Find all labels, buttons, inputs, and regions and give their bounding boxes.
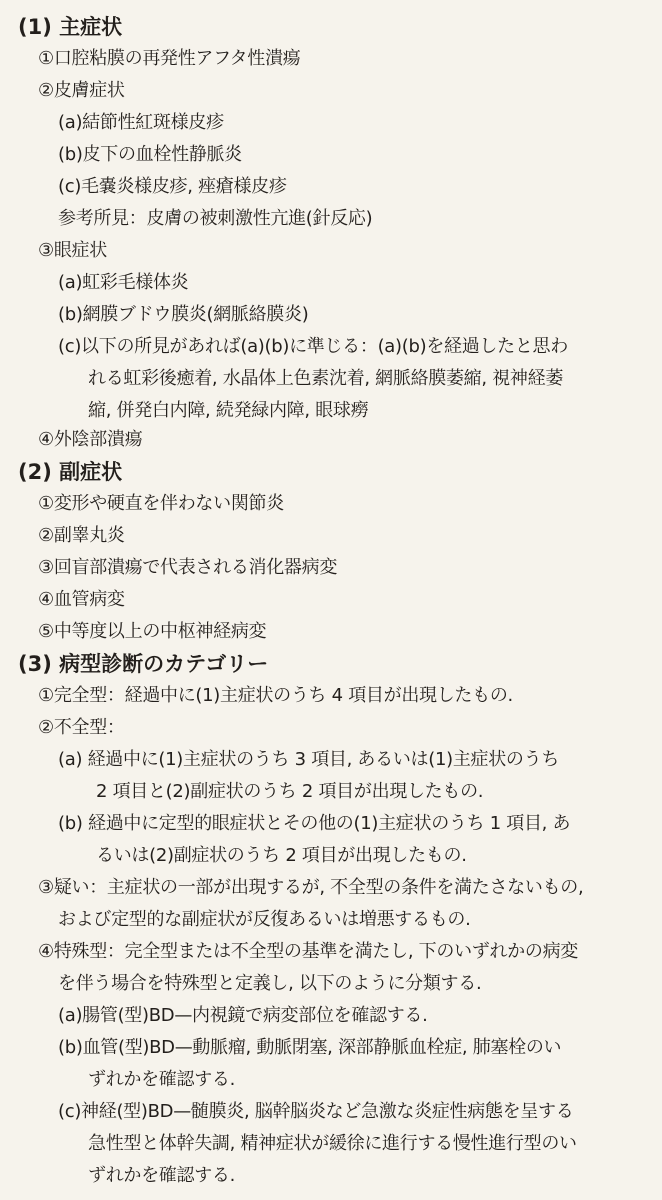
list-item: ④特殊型：完全型または不全型の基準を満たし, 下のいずれかの病変	[38, 941, 578, 962]
list-item: ⑤中等度以上の中枢神経病変	[38, 621, 267, 642]
sub-list-item: (b) 経過中に定型的眼症状とその他の(1)主症状のうち 1 項目, あ	[58, 813, 571, 834]
list-item: ④外陰部潰瘍	[38, 429, 143, 450]
sub-list-item: (c)以下の所見があれば(a)(b)に準じる：(a)(b)を経過したと思わ	[58, 336, 568, 357]
section-heading-disease-type-categories: (3) 病型診断のカテゴリー	[18, 652, 269, 676]
section-heading-minor-symptoms: (2) 副症状	[18, 460, 123, 484]
sub-list-item: (b)皮下の血栓性静脈炎	[58, 144, 242, 165]
sub-list-item-continuation: れる虹彩後癒着, 水晶体上色素沈着, 網脈絡膜萎縮, 視神経萎	[88, 368, 564, 389]
list-item: ③疑い：主症状の一部が出現するが, 不全型の条件を満たさないもの,	[38, 877, 584, 898]
list-item: ②副睾丸炎	[38, 525, 125, 546]
list-item: ④血管病変	[38, 589, 125, 610]
sub-list-item: (c)毛嚢炎様皮疹, 痤瘡様皮疹	[58, 176, 287, 197]
list-item: ②不全型：	[38, 717, 125, 738]
sub-list-item-continuation: 縮, 併発白内障, 続発緑内障, 眼球癆	[88, 400, 369, 421]
list-item: ①口腔粘膜の再発性アフタ性潰瘍	[38, 48, 301, 69]
sub-list-item: (a) 経過中に(1)主症状のうち 3 項目, あるいは(1)主症状のうち	[58, 749, 560, 770]
sub-list-item-continuation: ずれかを確認する.	[88, 1165, 236, 1186]
list-item: ①変形や硬直を伴わない関節炎	[38, 493, 284, 514]
section-heading-main-symptoms: (1) 主症状	[18, 15, 123, 39]
list-item: ③回盲部潰瘍で代表される消化器病変	[38, 557, 338, 578]
sub-list-item: (a)虹彩毛様体炎	[58, 272, 189, 293]
sub-list-item: (c)神経(型)BD—髄膜炎, 脳幹脳炎など急激な炎症性病態を呈する	[58, 1101, 574, 1122]
list-item: ③眼症状	[38, 240, 107, 261]
sub-list-item-continuation: 急性型と体幹失調, 精神症状が緩徐に進行する慢性進行型のい	[88, 1133, 577, 1154]
sub-list-item-continuation: るいは(2)副症状のうち 2 項目が出現したもの.	[96, 845, 467, 866]
sub-list-item: (b)網膜ブドウ膜炎(網脈絡膜炎)	[58, 304, 309, 325]
sub-list-item: (a)腸管(型)BD—内視鏡で病変部位を確認する.	[58, 1005, 428, 1026]
sub-list-item: (a)結節性紅斑様皮疹	[58, 112, 224, 133]
sub-list-item: (b)血管(型)BD—動脈瘤, 動脈閉塞, 深部静脈血栓症, 肺塞栓のい	[58, 1037, 562, 1058]
reference-finding: 参考所見：皮膚の被刺激性亢進(針反応)	[58, 208, 373, 229]
list-item: ①完全型：経過中に(1)主症状のうち 4 項目が出現したもの.	[38, 685, 513, 706]
sub-list-item-continuation: ずれかを確認する.	[88, 1069, 236, 1090]
list-item-continuation: および定型的な副症状が反復あるいは増悪するもの.	[58, 909, 471, 930]
list-item: ②皮膚症状	[38, 80, 125, 101]
list-item-continuation: を伴う場合を特殊型と定義し, 以下のように分類する.	[58, 973, 482, 994]
sub-list-item-continuation: 2 項目と(2)副症状のうち 2 項目が出現したもの.	[96, 781, 484, 802]
